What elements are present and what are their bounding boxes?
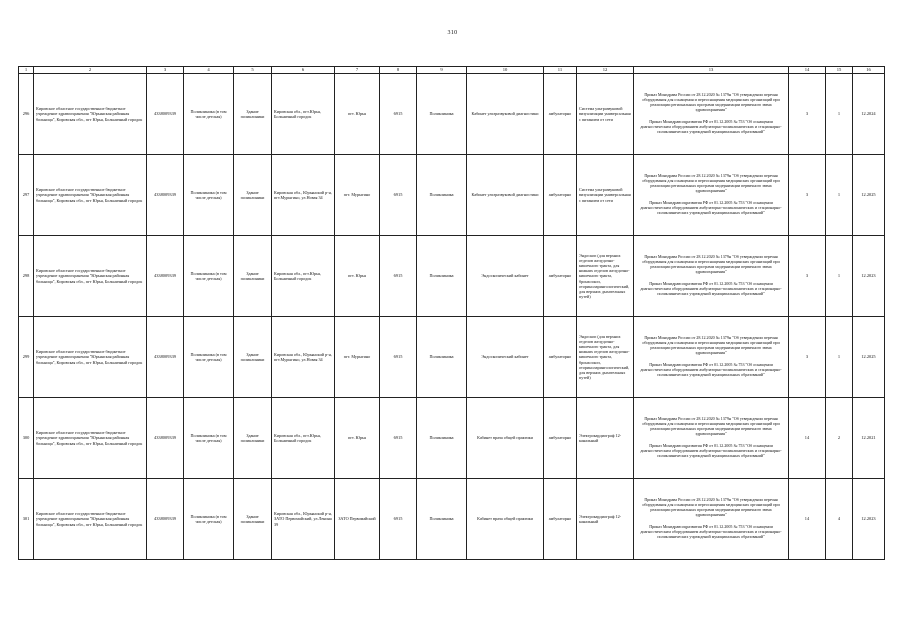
unit-cell: Поликлиника — [417, 479, 467, 560]
care-type-cell: амбулаторно — [544, 236, 577, 317]
equipment-register-table — [18, 66, 885, 560]
column-number-cell: 7 — [335, 67, 380, 74]
service-population-cell: Поликлиника (в том числе детская) — [184, 479, 234, 560]
column-number-cell: 12 — [577, 67, 634, 74]
order-1379n-text: Приказ Минздрава России от 28.12.2020 № 1379н "Об утверждении перечня оборудования для оснащения и переоснащения медицинских организаций при реализации региональных программ модернизации первичного звена здравоохранения" — [642, 173, 780, 194]
inn-cell: 4338009339 — [147, 479, 184, 560]
service-population-cell: Поликлиника (в том числе детская) — [184, 398, 234, 479]
planned-quantity-cell: 2 — [826, 398, 853, 479]
order-753-text: Приказ Минздравсоцразвития РФ от 01.12.2005 № 753 "Об оснащении диагностическим оборудованием амбулаторно-поликлинических и стационарно-поликлинических учреждений муниципальных образований" — [640, 442, 782, 458]
equipment-cell: Система ультразвуковой визуализации универсальная с питанием от сети — [577, 155, 634, 236]
column-number-cell: 14 — [789, 67, 826, 74]
building-cell: Здание поликлиники — [234, 398, 272, 479]
inn-cell: 4338009339 — [147, 317, 184, 398]
equipment-cell: Электрокардиограф 12-канальный — [577, 479, 634, 560]
order-753-text: Приказ Минздравсоцразвития РФ от 01.12.2005 № 753 "Об оснащении диагностическим оборудованием амбулаторно-поликлинических и стационарно-поликлинических учреждений муниципальных образований" — [640, 523, 782, 539]
equipment-cell: Эндоскоп (для верхних отделов желудочно-кишечного тракта, для нижних отделов желудочно-кишечного тракта, бронхоскоп, оториноларингологический, для верхних дыхательных путей) — [577, 236, 634, 317]
unit-cell: Поликлиника — [417, 155, 467, 236]
building-cell: Здание поликлиники — [234, 236, 272, 317]
care-type-cell: амбулаторно — [544, 155, 577, 236]
column-number-cell: 13 — [634, 67, 789, 74]
regulation-cell — [634, 236, 789, 317]
equipment-cell: Эндоскоп (для верхних отделов желудочно-кишечного тракта, для нижних отделов желудочно-кишечного тракта, бронхоскоп, оториноларингологический, для верхних дыхательных путей) — [577, 317, 634, 398]
order-753-text: Приказ Минздравсоцразвития РФ от 01.12.2005 № 753 "Об оснащении диагностическим оборудованием амбулаторно-поликлинических и стационарно-поликлинических учреждений муниципальных образований" — [640, 361, 782, 377]
order-1379n-text: Приказ Минздрава России от 28.12.2020 № 1379н "Об утверждении перечня оборудования для оснащения и переоснащения медицинских организаций при реализации региональных программ модернизации первичного звена здравоохранения" — [642, 335, 780, 356]
date-cell: 12.2025 — [853, 317, 885, 398]
column-number-cell: 15 — [826, 67, 853, 74]
quantity-cell: 3 — [789, 236, 826, 317]
room-cell: Кабинет врача общей практики — [467, 479, 544, 560]
inn-cell: 4338009339 — [147, 155, 184, 236]
care-type-cell: амбулаторно — [544, 317, 577, 398]
locality-cell: пгт. Мурыгино — [335, 155, 380, 236]
regulation-cell — [634, 479, 789, 560]
organization-cell: Кировское областное государственное бюджетное учреждение здравоохранения "Юрьянская районная больница", Кировская обл., пгт Юрья, Больничный городок — [34, 317, 147, 398]
column-number-row — [19, 67, 885, 74]
order-753-text: Приказ Минздравсоцразвития РФ от 01.12.2005 № 753 "Об оснащении диагностическим оборудованием амбулаторно-поликлинических и стационарно-поликлинических учреждений муниципальных образований" — [640, 280, 782, 296]
column-number-cell: 4 — [184, 67, 234, 74]
row-number-cell: 297 — [19, 155, 34, 236]
code-cell: 6915 — [380, 155, 417, 236]
address-cell: Кировская обл., пгт.Юрья, Больничный городок — [272, 236, 335, 317]
row-number-cell: 301 — [19, 479, 34, 560]
order-1379n-text: Приказ Минздрава России от 28.12.2020 № 1379н "Об утверждении перечня оборудования для оснащения и переоснащения медицинских организаций при реализации региональных программ модернизации первичного звена здравоохранения" — [642, 497, 780, 518]
care-type-cell: амбулаторно — [544, 479, 577, 560]
row-number-cell: 298 — [19, 236, 34, 317]
column-number-cell: 2 — [34, 67, 147, 74]
organization-cell: Кировское областное государственное бюджетное учреждение здравоохранения "Юрьянская районная больница", Кировская обл., пгт Юрья, Больничный городок — [34, 479, 147, 560]
service-population-cell: Поликлиника (в том числе детская) — [184, 74, 234, 155]
address-cell: Кировская обл., Юрьянский р-н, пгт.Мурыгино, ул.Новая 34 — [272, 317, 335, 398]
column-number-cell: 10 — [467, 67, 544, 74]
table-body — [19, 67, 885, 560]
room-cell: Эндоскопический кабинет — [467, 317, 544, 398]
room-cell: Кабинет врача общей практики — [467, 398, 544, 479]
order-753-text: Приказ Минздравсоцразвития РФ от 01.12.2005 № 753 "Об оснащении диагностическим оборудованием амбулаторно-поликлинических и стационарно-поликлинических учреждений муниципальных образований" — [640, 118, 782, 134]
quantity-cell: 14 — [789, 479, 826, 560]
unit-cell: Поликлиника — [417, 398, 467, 479]
equipment-cell: Электрокардиограф 12-канальный — [577, 398, 634, 479]
code-cell: 6915 — [380, 479, 417, 560]
row-number-cell: 299 — [19, 317, 34, 398]
table-row — [19, 155, 885, 236]
quantity-cell: 3 — [789, 155, 826, 236]
order-1379n-text: Приказ Минздрава России от 28.12.2020 № 1379н "Об утверждении перечня оборудования для оснащения и переоснащения медицинских организаций при реализации региональных программ модернизации первичного звена здравоохранения" — [642, 416, 780, 437]
row-number-cell: 300 — [19, 398, 34, 479]
locality-cell: пгт. Юрья — [335, 236, 380, 317]
care-type-cell: амбулаторно — [544, 398, 577, 479]
code-cell: 6915 — [380, 74, 417, 155]
column-number-cell: 9 — [417, 67, 467, 74]
column-number-cell: 3 — [147, 67, 184, 74]
room-cell: Кабинет ультразвуковой диагностики — [467, 155, 544, 236]
regulation-cell — [634, 155, 789, 236]
unit-cell: Поликлиника — [417, 317, 467, 398]
column-number-cell: 6 — [272, 67, 335, 74]
row-number-cell: 296 — [19, 74, 34, 155]
service-population-cell: Поликлиника (в том числе детская) — [184, 236, 234, 317]
column-number-cell: 8 — [380, 67, 417, 74]
column-number-cell: 5 — [234, 67, 272, 74]
equipment-cell: Система ультразвуковой визуализации универсальная с питанием от сети — [577, 74, 634, 155]
date-cell: 12.2023 — [853, 236, 885, 317]
organization-cell: Кировское областное государственное бюджетное учреждение здравоохранения "Юрьянская районная больница", Кировская обл., пгт Юрья, Больничный городок — [34, 74, 147, 155]
code-cell: 6915 — [380, 398, 417, 479]
address-cell: Кировская обл., пгт.Юрья, Больничный городок — [272, 398, 335, 479]
table-row — [19, 236, 885, 317]
code-cell: 6915 — [380, 317, 417, 398]
locality-cell: пгт. Мурыгино — [335, 317, 380, 398]
locality-cell: пгт. Юрья — [335, 74, 380, 155]
date-cell: 12.2023 — [853, 479, 885, 560]
quantity-cell: 14 — [789, 398, 826, 479]
regulation-cell — [634, 317, 789, 398]
planned-quantity-cell: 1 — [826, 74, 853, 155]
column-number-cell: 16 — [853, 67, 885, 74]
date-cell: 12.2024 — [853, 74, 885, 155]
order-1379n-text: Приказ Минздрава России от 28.12.2020 № 1379н "Об утверждении перечня оборудования для оснащения и переоснащения медицинских организаций при реализации региональных программ модернизации первичного звена здравоохранения" — [642, 254, 780, 275]
building-cell: Здание поликлиники — [234, 317, 272, 398]
table-row — [19, 317, 885, 398]
organization-cell: Кировское областное государственное бюджетное учреждение здравоохранения "Юрьянская районная больница", Кировская обл., пгт Юрья, Больничный городок — [34, 155, 147, 236]
address-cell: Кировская обл., Юрьянский р-н, пгт.Мурыгино, ул.Новая 34 — [272, 155, 335, 236]
table-row — [19, 74, 885, 155]
address-cell: Кировская обл., Юрьянский р-н, ЗАТО Первомайский, ул.Ленина 39 — [272, 479, 335, 560]
code-cell: 6915 — [380, 236, 417, 317]
column-number-cell: 11 — [544, 67, 577, 74]
room-cell: Кабинет ультразвуковой диагностики — [467, 74, 544, 155]
order-753-text: Приказ Минздравсоцразвития РФ от 01.12.2005 № 753 "Об оснащении диагностическим оборудованием амбулаторно-поликлинических и стационарно-поликлинических учреждений муниципальных образований" — [640, 199, 782, 215]
organization-cell: Кировское областное государственное бюджетное учреждение здравоохранения "Юрьянская районная больница", Кировская обл., пгт Юрья, Больничный городок — [34, 236, 147, 317]
planned-quantity-cell: 1 — [826, 236, 853, 317]
building-cell: Здание поликлиники — [234, 479, 272, 560]
planned-quantity-cell: 4 — [826, 479, 853, 560]
planned-quantity-cell: 1 — [826, 155, 853, 236]
date-cell: 12.2025 — [853, 155, 885, 236]
inn-cell: 4338009339 — [147, 74, 184, 155]
regulation-cell — [634, 398, 789, 479]
service-population-cell: Поликлиника (в том числе детская) — [184, 317, 234, 398]
planned-quantity-cell: 1 — [826, 317, 853, 398]
address-cell: Кировская обл., пгт.Юрья, Больничный городок — [272, 74, 335, 155]
unit-cell: Поликлиника — [417, 74, 467, 155]
inn-cell: 4338009339 — [147, 236, 184, 317]
organization-cell: Кировское областное государственное бюджетное учреждение здравоохранения "Юрьянская районная больница", Кировская обл., пгт Юрья, Больничный городок — [34, 398, 147, 479]
inn-cell: 4338009339 — [147, 398, 184, 479]
unit-cell: Поликлиника — [417, 236, 467, 317]
service-population-cell: Поликлиника (в том числе детская) — [184, 155, 234, 236]
quantity-cell: 3 — [789, 317, 826, 398]
care-type-cell: амбулаторно — [544, 74, 577, 155]
building-cell: Здание поликлиники — [234, 74, 272, 155]
order-1379n-text: Приказ Минздрава России от 28.12.2020 № 1379н "Об утверждении перечня оборудования для оснащения и переоснащения медицинских организаций при реализации региональных программ модернизации первичного звена здравоохранения" — [642, 92, 780, 113]
locality-cell: пгт. Юрья — [335, 398, 380, 479]
room-cell: Эндоскопический кабинет — [467, 236, 544, 317]
column-number-cell: 1 — [19, 67, 34, 74]
date-cell: 12.2021 — [853, 398, 885, 479]
table-row — [19, 398, 885, 479]
regulation-cell — [634, 74, 789, 155]
table-row — [19, 479, 885, 560]
locality-cell: ЗАТО Первомайский — [335, 479, 380, 560]
page-number: 310 — [447, 30, 458, 36]
quantity-cell: 3 — [789, 74, 826, 155]
building-cell: Здание поликлиники — [234, 155, 272, 236]
